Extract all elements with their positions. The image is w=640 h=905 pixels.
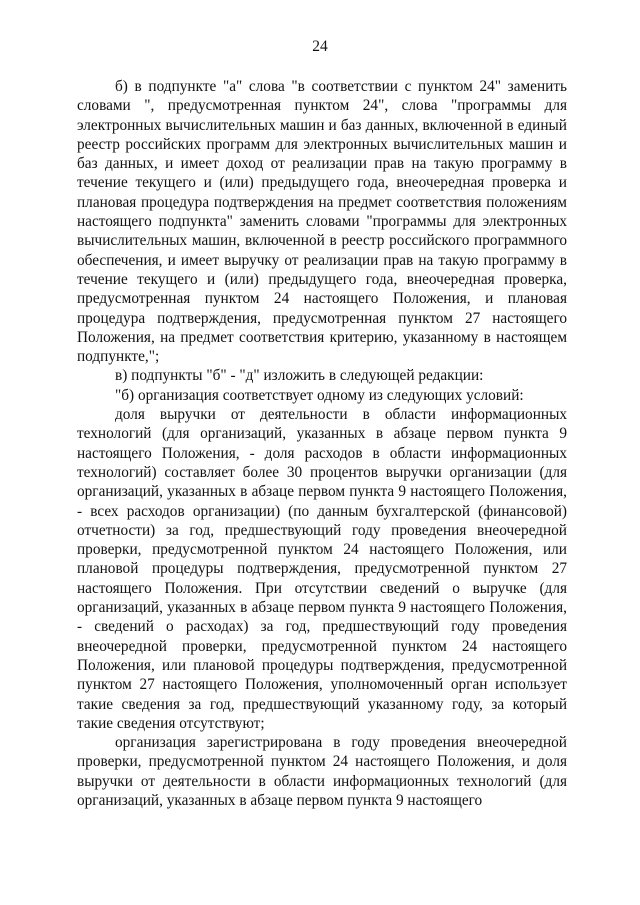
paragraph-revenue-share: доля выручки от деятельности в области информационных технологий (для организаций, указанных в абзаце первом пункта 9 настоящего Положения, - доля расходов в области информационных технологий) составляет более 30 процентов выручки организации (для организаций, указанных в абзаце первом пункта 9 настоящего Положения, - всех расходов организации) (по данным бухгалтерской (финансовой) отчетности) за год, предшествующий году проведения внеочередной проверки, предусмотренной пунктом 24 настоящего Положения, или плановой процедуры подтверждения, предусмотренной пунктом 27 настоящего Положения. При отсутствии сведений о выручке (для организаций, указанных в абзаце первом пункта 9 настоящего Положения, - сведений о расходах) за год, предшествующий году проведения внеочередной проверки, предусмотренной пунктом 24 настоящего Положения, или плановой процедуры подтверждения, предусмотренной пунктом 27 настоящего Положения, уполномоченный орган использует такие сведения за год, предшествующий указанному году, за который такие сведения отсутствуют; [77,406,567,732]
paragraph-amendment-b: б) в подпункте "а" слова "в соответствии с пунктом 24" заменить словами ", предусмотренная пунктом 24", слова "программы для электронных вычислительных машин и баз данных, включенной в единый реестр российских программ для электронных вычислительных машин и баз данных, и имеет доход от реализации прав на такую программу в течение текущего и (или) предыдущего года, внеочередная проверка и плановая процедура подтверждения на предмет соответствия положениям настоящего подпункта" заменить словами "программы для электронных вычислительных машин, включенной в реестр российского программного обеспечения, и имеет выручку от реализации прав на такую программу в течение текущего и (или) предыдущего года, внеочередная проверка, предусмотренная пунктом 24 настоящего Положения, и плановая процедура подтверждения, предусмотренная пунктом 27 настоящего Положения, на предмет соответствия критерию, указанному в настоящем подпункте,"; [77,78,567,366]
paragraph-amendment-v: в) подпункты "б" - "д" изложить в следующей редакции: [115,367,484,385]
document-body [77,77,567,810]
page-number: 24 [312,38,328,55]
paragraph-registered-org: организация зарегистрирована в году проведения внеочередной проверки, предусмотренной пунктом 24 настоящего Положения, и доля выручки от деятельности в области информационных технологий (для организаций, указанных в абзаце первом пункта 9 настоящего [77,734,567,809]
paragraph-condition-intro: "б) организация соответствует одному из следующих условий: [115,386,524,404]
